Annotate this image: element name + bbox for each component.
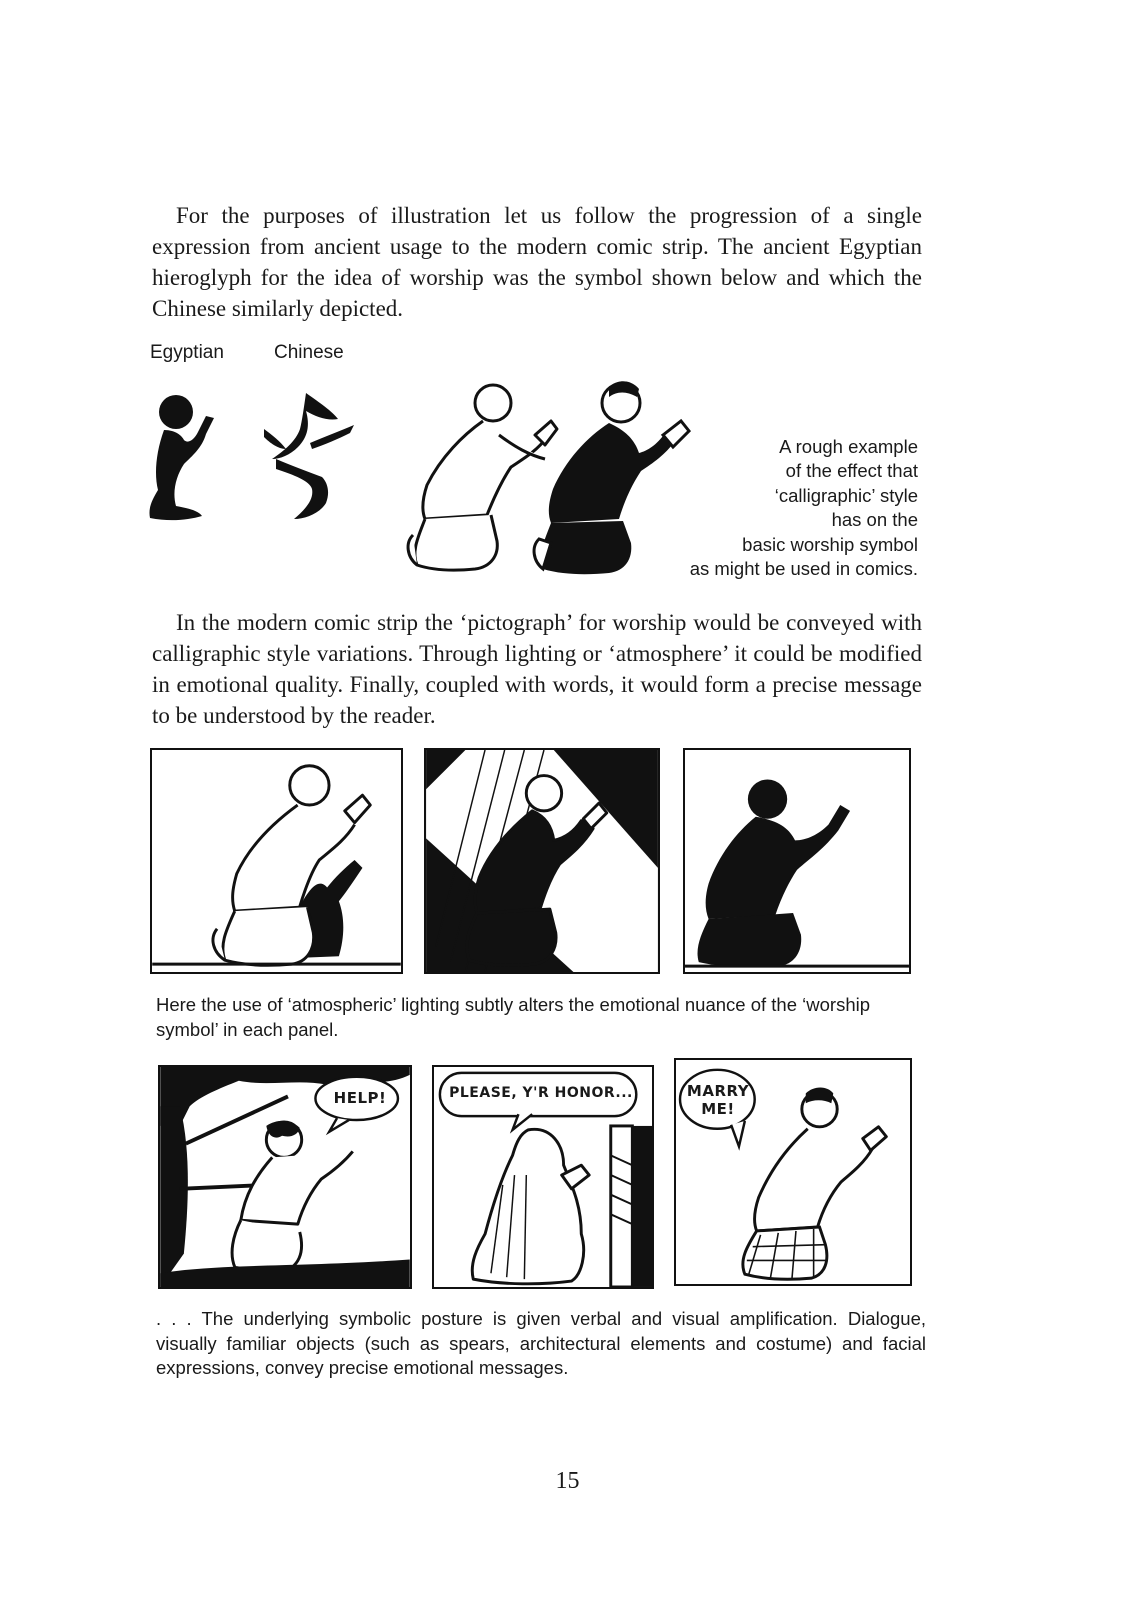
amplification-caption: . . . The underlying symbolic posture is given verbal and visual amplification. Dialogue, visually familiar objects (such as spears, architectural elements and costume) and facial expressions, convey precise emotional messages. <box>156 1308 926 1378</box>
egyptian-hieroglyph-icon <box>140 390 230 525</box>
marry-bubble-line: ME! <box>701 1100 735 1118</box>
dialogue-panel-marry <box>674 1058 912 1286</box>
egyptian-label: Egyptian <box>150 342 224 363</box>
marry-bubble-text <box>682 1082 754 1118</box>
lighting-caption: Here the use of ‘atmospheric’ lighting subtly alters the emotional nuance of the ‘worship symbol’ in each panel. <box>156 994 871 1040</box>
modern-text: In the modern comic strip the ‘pictograph’ for worship would be conveyed with calligraphic style variations. Through lighting or ‘atmosphere’ it could be modified in emotional quality. Finally, coupled with words, it would form a precise message to be understood by the reader. <box>152 610 922 728</box>
caption-line: of the effect that <box>785 460 918 482</box>
calligraphic-caption <box>620 435 918 581</box>
caption-line: A rough example <box>779 436 918 457</box>
lighting-panel-plain <box>150 748 403 974</box>
intro-paragraph <box>152 200 922 324</box>
lighting-panel-spotlight <box>424 748 660 974</box>
help-bubble-text: HELP! <box>333 1089 387 1107</box>
dialogue-panel-honor <box>432 1065 654 1289</box>
intro-text: For the purposes of illustration let us follow the progression of a single expression from ancient usage to the modern comic strip. The ancient Egyptian hieroglyph for the idea of worship was the symbol shown below and which the Chinese similarly depicted. <box>152 203 922 321</box>
dialogue-panel-help <box>158 1065 412 1289</box>
lighting-panel-silhouette <box>683 748 911 974</box>
caption-line: basic worship symbol <box>742 533 918 555</box>
modern-paragraph <box>152 607 922 731</box>
marry-bubble-line: MARRY <box>686 1082 750 1100</box>
page-number: 15 <box>555 1468 580 1494</box>
caption-line: as might be used in comics. <box>689 558 918 580</box>
caption-line: has on the <box>831 509 918 531</box>
chinese-character-icon <box>250 385 360 525</box>
chinese-label: Chinese <box>274 342 344 363</box>
caption-line: ‘calligraphic’ style <box>774 484 918 506</box>
honor-bubble-text: PLEASE, Y'R HONOR... <box>449 1085 633 1101</box>
